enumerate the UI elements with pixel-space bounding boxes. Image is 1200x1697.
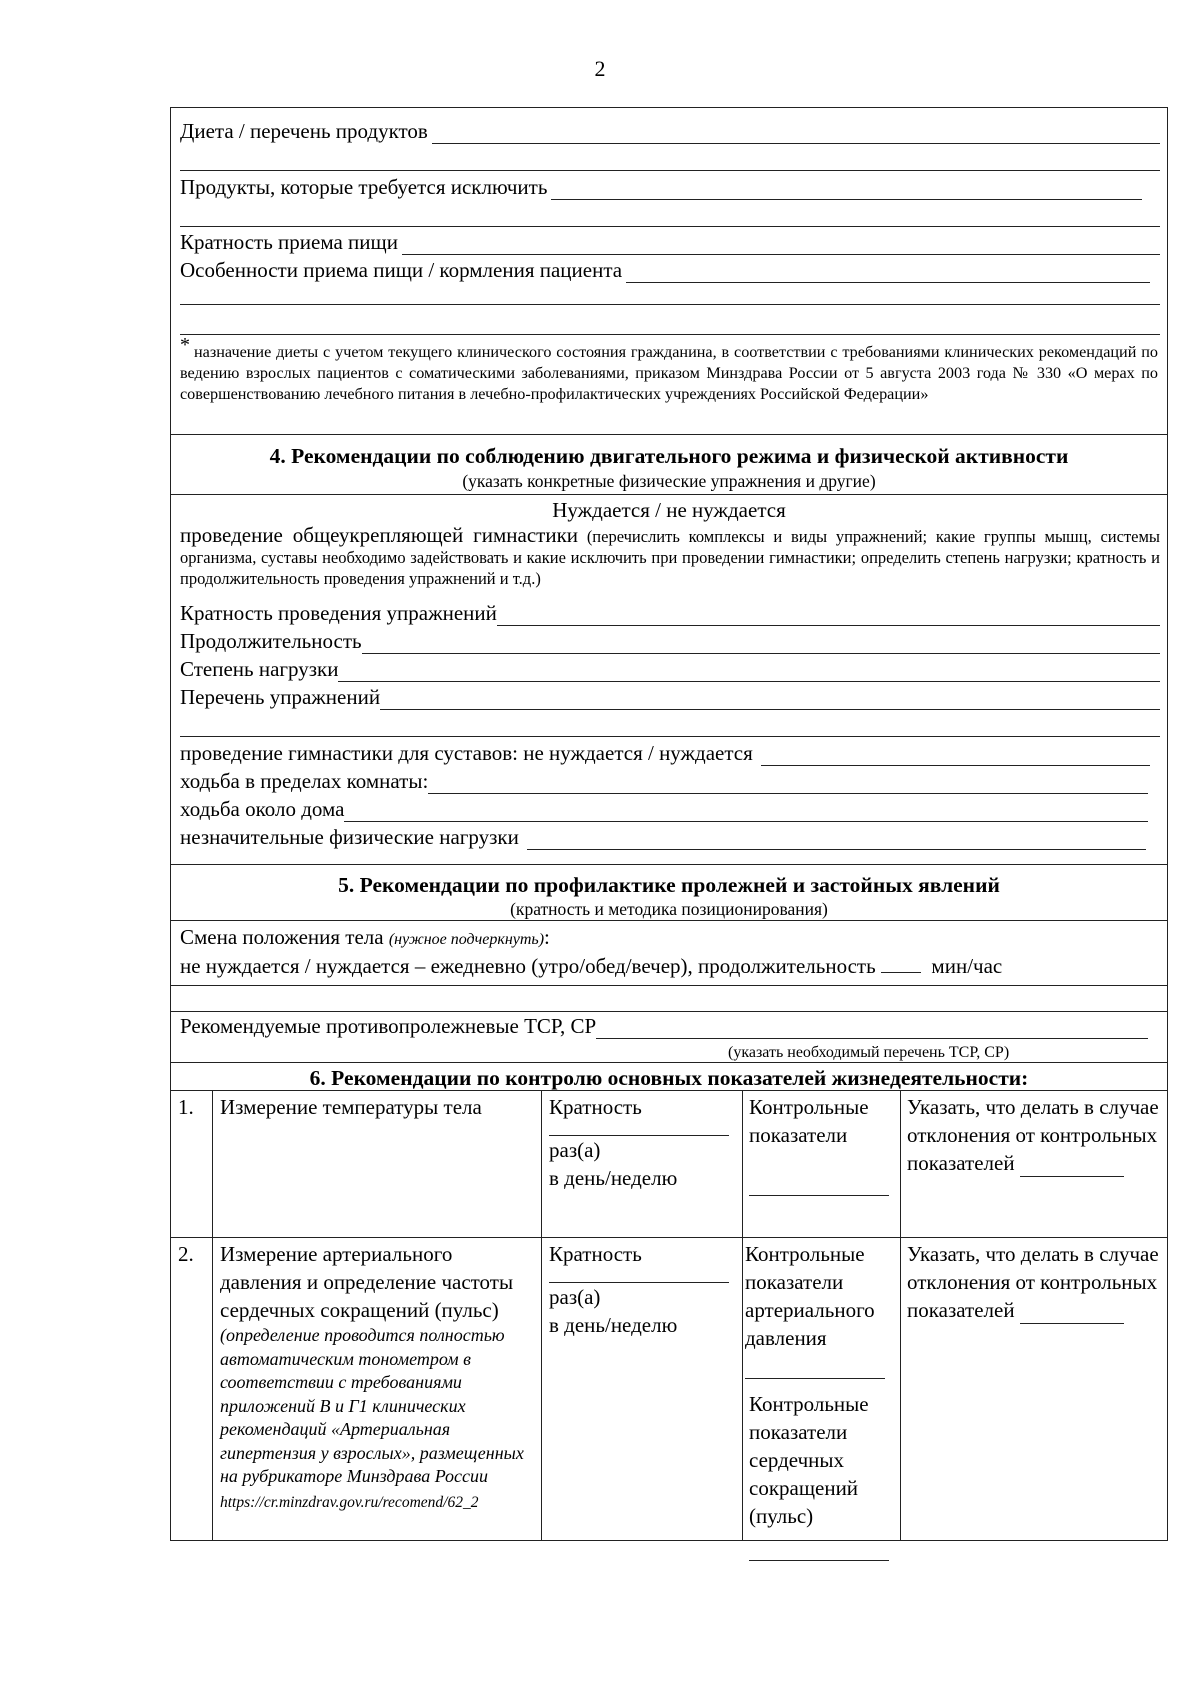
footnote-mark: * — [180, 333, 190, 356]
table-top-border — [170, 1090, 1168, 1091]
row2-control-bp-input[interactable] — [745, 1352, 885, 1379]
position-label: Смена положения тела — [180, 925, 384, 949]
section4-header-border — [170, 494, 1168, 495]
row2-number: 2. — [178, 1242, 194, 1266]
row2-action-label: Указать, что делать в случае отклонения от контрольных показателей — [907, 1242, 1159, 1322]
section4-subtitle: (указать конкретные физические упражнения и другие) — [462, 471, 876, 491]
need-options[interactable]: Нуждается / не нуждается — [552, 498, 786, 522]
section6-top-border — [170, 1062, 1168, 1063]
walk-room-field[interactable] — [180, 768, 1148, 794]
walk-room-label: ходьба в пределах комнаты: — [180, 769, 429, 793]
exercise-list-input[interactable] — [380, 689, 1160, 710]
gym-main: проведение общеукрепляющей гимнастики — [180, 523, 579, 547]
section6-title: 6. Рекомендации по контролю основных показателей жизнедеятельности: — [309, 1066, 1029, 1090]
duration-input[interactable] — [362, 633, 1160, 654]
duration-blank[interactable] — [881, 954, 921, 973]
table-bottom-border — [170, 1540, 1168, 1541]
row1-name: Измерение температуры тела — [220, 1095, 482, 1119]
row1-control-input[interactable] — [749, 1149, 889, 1196]
row2-control-bp-label: Контрольные показатели артериального давления — [745, 1242, 875, 1350]
tsr-hint: (указать необходимый перечень ТСР, СР) — [728, 1044, 1010, 1061]
row1-freq-unit: раз(а) — [549, 1138, 601, 1162]
exclude-field[interactable] — [180, 174, 1142, 200]
row2-control-hr-input[interactable] — [749, 1530, 889, 1561]
footnote-text: назначение диеты с учетом текущего клинического состояния гражданина, в соответствии с требованиями клинических рекомендаций по ведению взрослых пациентов с соматическими заболеваниями, приказом Минздрава России от 5 августа 2003 года № 330 «О мерах по совершенствованию лечебного питания в лечебно-профилактических учреждениях Российской Федерации» — [180, 343, 1158, 403]
feeding-label: Особенности приема пищи / кормления пациента — [180, 258, 623, 282]
walk-home-input[interactable] — [344, 801, 1148, 822]
gym-detail: (перечислить комплексы и виды упражнений; какие группы мышц, системы организма, суставы необходимо задействовать и какие исключить при проведении гимнастики; определить степень нагрузки; кратность и продолжительность проведения упражнений и т.д.) — [180, 527, 1160, 588]
feeding-extra-line-2[interactable] — [180, 334, 1160, 335]
tsr-input[interactable] — [596, 1018, 1148, 1039]
load-field[interactable] — [180, 656, 1160, 682]
section5-subtitle: (кратность и методика позиционирования) — [510, 899, 828, 919]
page-number: 2 — [594, 56, 606, 81]
feeding-field[interactable] — [180, 257, 1150, 283]
joints-input[interactable] — [761, 745, 1150, 766]
exercise-list-label: Перечень упражнений — [180, 685, 381, 709]
load-label: Степень нагрузки — [180, 657, 339, 681]
row2-freq-label: Кратность — [549, 1242, 642, 1266]
meal-frequency-input[interactable] — [402, 234, 1160, 255]
walk-room-input[interactable] — [428, 773, 1148, 794]
row1-control — [749, 1093, 897, 1196]
row2-name-block — [220, 1240, 538, 1517]
exercise-frequency-field[interactable] — [180, 600, 1160, 626]
tsr-field[interactable] — [180, 1013, 1148, 1039]
exercise-list-field[interactable] — [180, 684, 1160, 710]
walk-home-label: ходьба около дома — [180, 797, 345, 821]
section4-top-border — [170, 434, 1168, 435]
position-change-label — [180, 924, 550, 953]
light-load-field[interactable] — [180, 824, 1146, 850]
diet-label: Диета / перечень продуктов — [180, 119, 428, 143]
exclude-input[interactable] — [551, 179, 1142, 200]
frame-top-border — [170, 107, 1168, 108]
gym-description — [180, 525, 1160, 589]
exercise-frequency-input[interactable] — [497, 605, 1160, 626]
meal-frequency-field[interactable] — [180, 229, 1160, 255]
col-divider-3 — [742, 1090, 743, 1540]
diet-extra-line[interactable] — [180, 170, 1160, 171]
position-options-text[interactable]: не нуждается / нуждается – ежедневно (утро/обед/вечер), продолжительность — [180, 954, 876, 978]
row2-control-hr-label: Контрольные показатели сердечных сокращений (пульс) — [749, 1392, 869, 1528]
diet-footnote — [180, 333, 1158, 405]
section5-header-border — [170, 920, 1168, 921]
row-divider — [170, 1237, 1168, 1238]
row2-freq-period: в день/неделю — [549, 1313, 678, 1337]
exercise-list-extra-line[interactable] — [180, 736, 1160, 737]
row1-action-input[interactable] — [1020, 1154, 1124, 1177]
row1-action-label: Указать, что делать в случае отклонения от контрольных показателей — [907, 1095, 1159, 1175]
position-colon: : — [544, 925, 550, 949]
row1-control-label: Контрольные показатели — [749, 1095, 869, 1147]
row2-url[interactable]: https://cr.minzdrav.gov.ru/recomend/62_2 — [220, 1493, 479, 1511]
exercise-frequency-label: Кратность проведения упражнений — [180, 601, 497, 625]
exclude-label: Продукты, которые требуется исключить — [180, 175, 548, 199]
row2-freq-input[interactable] — [549, 1268, 729, 1283]
feeding-input[interactable] — [626, 262, 1150, 283]
joints-field[interactable] — [180, 740, 1150, 766]
row1-freq-label: Кратность — [549, 1095, 642, 1119]
duration-unit: мин/час — [931, 954, 1003, 978]
position-hint: (нужное подчеркнуть) — [388, 931, 545, 948]
walk-home-field[interactable] — [180, 796, 1148, 822]
meal-frequency-label: Кратность приема пищи — [180, 230, 398, 254]
row2-frequency — [549, 1240, 739, 1339]
row2-control-bp — [745, 1240, 897, 1379]
section4-title: 4. Рекомендации по соблюдению двигательного режима и физической активности — [269, 444, 1069, 468]
col-divider-2 — [541, 1090, 542, 1540]
row2-name: Измерение артериального давления и определение частоты сердечных сокращений (пульс) — [220, 1242, 514, 1322]
load-input[interactable] — [338, 661, 1160, 682]
row1-frequency — [549, 1093, 739, 1192]
section5-mid-border-2 — [170, 1011, 1168, 1012]
light-load-label: незначительные физические нагрузки — [180, 825, 519, 849]
row2-freq-unit: раз(а) — [549, 1285, 601, 1309]
feeding-extra-line-1[interactable] — [180, 304, 1160, 305]
duration-label: Продолжительность — [180, 629, 362, 653]
section5-top-border — [170, 864, 1168, 865]
row2-note: (определение проводится полностью автоматическим тонометром в соответствии с требованиями приложений В и Г1 клинических рекомендаций «Артериальная гипертензия у взрослых», размещенных на рубрикаторе Минздрава России — [220, 1325, 524, 1486]
row2-action — [907, 1240, 1163, 1324]
row1-freq-period: в день/неделю — [549, 1166, 678, 1190]
joints-label: проведение гимнастики для суставов: не нуждается / нуждается — [180, 741, 753, 765]
section5-title: 5. Рекомендации по профилактике пролежней и застойных явлений — [338, 873, 1000, 897]
light-load-input[interactable] — [527, 829, 1146, 850]
exclude-extra-line[interactable] — [180, 226, 1160, 227]
section5-mid-border-1 — [170, 985, 1168, 986]
duration-field[interactable] — [180, 628, 1160, 654]
row1-action — [907, 1093, 1163, 1177]
col-divider-1 — [212, 1090, 213, 1540]
tsr-label: Рекомендуемые противопролежневые ТСР, СР — [180, 1014, 597, 1038]
row1-freq-input[interactable] — [549, 1121, 729, 1136]
position-options[interactable] — [180, 953, 1002, 979]
col-divider-4 — [900, 1090, 901, 1540]
row2-control-hr — [749, 1390, 897, 1561]
diet-input[interactable] — [432, 123, 1160, 144]
row2-action-input[interactable] — [1020, 1301, 1124, 1324]
diet-field[interactable] — [180, 118, 1160, 144]
row1-number: 1. — [178, 1095, 194, 1119]
